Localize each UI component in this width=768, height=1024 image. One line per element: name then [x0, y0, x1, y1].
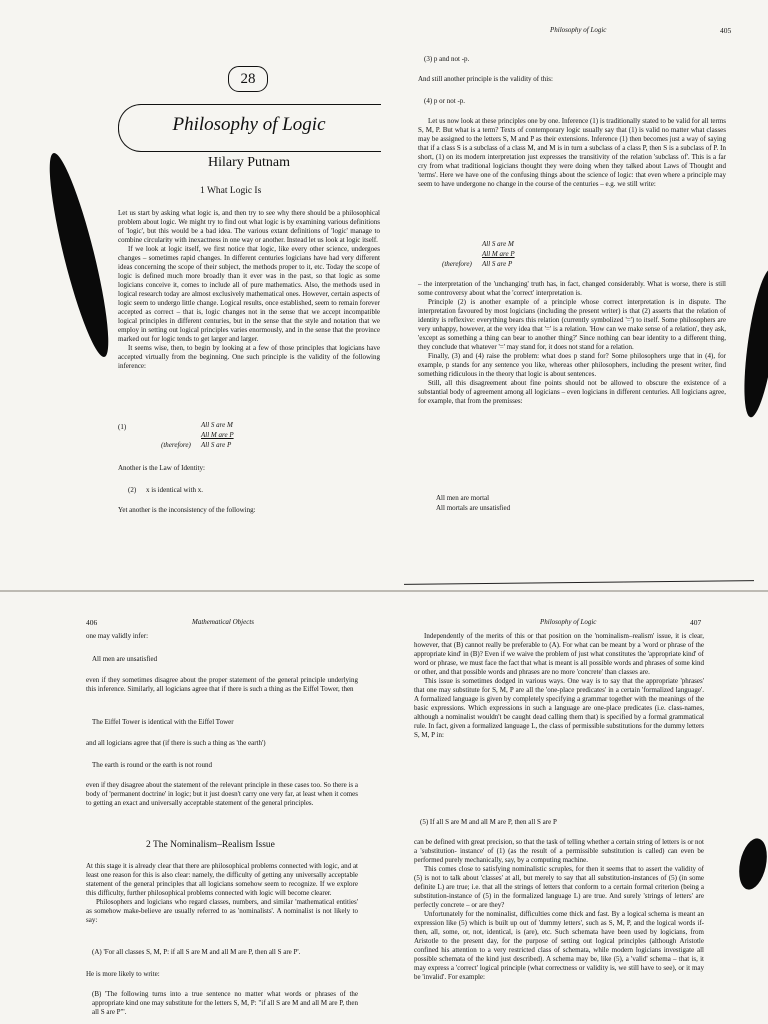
inference-1-line: All S are M [201, 421, 233, 429]
paragraph: Unfortunately for the nominalist, difficulties come thick and fast. By a logical schema is meant an expression like (5) which is built up out of 'dummy letters', such as S, M, P, and the logical words if-then, all, some, or, not, identical, is (are), etc. Such schemata have been used by logicians, from Aristotle to the present day, for the purpose of setting out logical principles (although Aristotle confined his attention to a very restricted class of schemata, while modern logicians investigate all possible schemata of the kind just described). A schema may be, like (5), a 'valid' schema – that is, it may express a 'correct' logical principle (what correctness or validity is, we still have to see), or it may be 'invalid'. For example: [414, 910, 704, 981]
principle-3: (3) p and not -p. [424, 55, 470, 63]
scan-shadow [39, 149, 119, 360]
section-body [86, 862, 358, 925]
scan-shadow [738, 267, 768, 419]
paragraph: This issue is sometimes dodged in various ways. One way is to say that the appropriate 'phrases' that one may substitute for S, M, P are all the 'one-place predicates' in a certain 'formalized language'. A formalized language is given by completely specifying a grammar together with the meanings of the basic expressions. Which expressions in such a language are one-place predicates (i.e. class-names, although a nominalist wouldn't be caught dead calling them that) is specified by a formal grammatical rule. In fact, given a formalized language L, the class of permissible substitutions for the dummy letters S, M, P in: [414, 677, 704, 739]
running-header: Philosophy of Logic [540, 618, 597, 626]
paragraph: It seems wise, then, to begin by looking at a few of those principles that logicians have accepted virtually from the beginning. One such principle is the validity of the following inference: [118, 344, 380, 370]
formulation-a: (A) 'For all classes S, M, P: if all S are M and all M are P, then all S are P'. [92, 948, 301, 956]
chapter-author: Hilary Putnam [207, 155, 291, 170]
page-body [118, 209, 380, 371]
formulation-b: (B) 'The following turns into a true sentence no matter what words or phrases of the appropriate kind one may substitute for the letters S, M, P: "if all S are M and all M are P, then all S are P"'. [92, 990, 358, 1016]
paragraph: This comes close to satisfying nominalistic scruples, for then it seems that to assert the validity of (5) is not to talk about 'classes' at all, but merely to say that all substitution-instances of (5) (in some definite L) are true; i.e. that all the strings of letters that conform to a certain formal criterion (being a substitution-instance of (5) in the formalized language L) are true. And surely 'strings of letters' are perfectly concrete – or are they? [414, 865, 704, 909]
inference-1-line: All S are P [201, 441, 232, 449]
paragraph: Let us start by asking what logic is, and then try to see why there should be a philosophical problem about logic. We might try to find out what logic is by examining various definitions of 'logic', but this would be a bad idea. The various extant definitions of 'logic' manage to combine circularity with inexactness in one way or another. Instead let us look at logic itself. [118, 209, 380, 244]
schema-5: (5) If all S are M and all M are P, then all S are P [420, 818, 557, 826]
paragraph: Independently of the merits of this or that position on the 'nominalism–realism' issue, it is clear, however, that (B) cannot really be preferable to (A). For what can be meant by a 'word or phrase of the appropriate kind' in (B)? Even if we waive the problem of just what constitutes the 'appropriate kind' of word or phrase, we must face the fact that what is meant is all possible words and phrases of some kind or other, and that possible words and phrases are no more 'concrete' than classes are. [414, 632, 704, 676]
example-sentence: The earth is round or the earth is not round [92, 761, 212, 769]
validity-intro: And still another principle is the validity of this: [418, 75, 553, 83]
inference-1-number: (1) [118, 423, 127, 431]
page-404 [0, 0, 384, 590]
page-406 [0, 592, 384, 1024]
example-sentence: All men are unsatisfied [92, 655, 158, 663]
inference-1-therefore: (therefore) [161, 441, 191, 449]
paragraph: Let us now look at these principles one by one. Inference (1) is traditionally stated to be valid for all terms S, M, P. But what is a term? Texts of contemporary logic usually say that (1) is valid no matter what classes may be assigned to the letters S, M and P as their extensions. Inference (1) then becomes just a way of saying that if a class S is a subclass of a class M, and M is in turn a subclass of a class P, then S is a subclass of P. In short, (1) on its modern interpretation just expresses the transitivity of the relation 'subclass of'. This is a far cry from what traditional logicians thought they were doing when they talked about Laws of Thought and 'terms'. Here we have one of the confusing things about the science of logic: that even where a principle may seem to have undergone no change in the course of the centuries – e.g. we still write: [418, 117, 726, 188]
scan-edge-line [404, 580, 754, 585]
page-number: 406 [86, 618, 98, 627]
syllogism-therefore: (therefore) [442, 260, 472, 268]
paragraph: At this stage it is already clear that there are philosophical problems connected with logic, and at least one reason for this is also clear: namely, the difficulty of getting any universally acceptable statement of the general principles that all logicians somehow seem to recognize. If we explore this difficulty, further philosophical problems connected with logic will become clearer. [86, 862, 358, 897]
example-sentence: The Eiffel Tower is identical with the Eiffel Tower [92, 718, 234, 726]
scan-shadow [735, 836, 768, 892]
paragraph: Still, all this disagreement about fine points should not be allowed to obscure the existence of a substantial body of agreement among all logicians – even logicians in different centuries. All logicians agree, for example, that from the premisses: [418, 379, 726, 405]
paragraph: If we look at logic itself, we first notice that logic, like every other science, undergoes changes – sometimes rapid changes. In different centuries logicians have had very different ideas concerning the scope of their subject, the methods proper to it, etc. Today the scope of logic is defined much more broadly than it ever was in the past, so that logic as some logicians conceive it, comes to include all of pure mathematics. Also, the methods used in logical research today are almost exclusively mathematical ones. However, certain aspects of logic seem to undergo little change. Logical results, once established, seem to remain forever accepted as correct – that is, logic changes not in the sense that we accept incompatible logical principles in different centuries, but in the sense that the style and notation that we employ in setting out logical principles varies enormously, and in the sense that the province marked out for logic tends to get larger and larger. [118, 245, 380, 343]
more-likely-intro: He is more likely to write: [86, 970, 160, 978]
page-body [414, 632, 704, 740]
page-body-continued [418, 280, 726, 406]
paragraph: can be defined with great precision, so that the task of telling whether a certain string of letters is or not a 'substitution- instance' of (1) (as the result of a permissible substitution is called) can even be performed purely mechanically, say, by a computing machine. [414, 838, 704, 864]
page-body-continued [86, 781, 358, 808]
inconsistency-intro: Yet another is the inconsistency of the following: [118, 506, 256, 514]
chapter-title: Philosophy of Logic [172, 114, 326, 135]
chapter-number: 28 [228, 66, 268, 92]
paragraph: Philosophers and logicians who regard classes, numbers, and similar 'mathematical entities' as somehow make-believe are usually referred to as 'nominalists'. A nominalist is not likely to say: [86, 898, 358, 924]
page-body-continued [414, 838, 704, 982]
inference-1-line: All M are P [201, 431, 234, 439]
infer-intro: one may validly infer: [86, 632, 149, 640]
principle-4: (4) p or not -p. [424, 97, 466, 105]
syllogism-line: All S are M [482, 240, 514, 248]
paragraph: – the interpretation of the 'unchanging' truth has, in fact, changed considerably. What is worse, there is still some controversy about what the 'correct' interpretation is. [418, 280, 726, 297]
page-405 [384, 0, 768, 590]
premise: All men are mortal [436, 494, 490, 502]
page-number: 405 [720, 26, 732, 35]
syllogism-line: All S are P [482, 260, 513, 268]
identity-law: x is identical with x. [146, 486, 203, 494]
running-header: Mathematical Objects [192, 618, 255, 626]
syllogism-line: All M are P [482, 250, 515, 258]
paragraph: Principle (2) is another example of a principle whose correct interpretation is in dispute. The interpretation favoured by most logicians (including the present writer) is that (2) asserts that the relation of identity is reflexive: everything bears this relation (currently symbolized '=') to itself. Some philosophers are very unhappy, however, at the very idea that '=' is a relation. 'How can we make sense of a relation', they ask, 'except as something a thing can bear to another thing?' Since nothing can bear identity to a different thing, they conclude that whatever '=' may stand for, it does not stand for a relation. [418, 298, 726, 351]
identity-number: (2) [128, 486, 137, 494]
page-body [418, 117, 726, 189]
page-407 [384, 592, 768, 1024]
paragraph: and all logicians agree that (if there is such a thing as 'the earth') [86, 739, 266, 747]
identity-intro: Another is the Law of Identity: [118, 464, 205, 472]
premise: All mortals are unsatisfied [436, 504, 511, 512]
paragraph: even if they sometimes disagree about the proper statement of the general principle underlying this inference. Similarly, all logicians agree that if there is such a thing as the Eiffel Tower, then [86, 676, 358, 693]
paragraph: even if they disagree about the statement of the relevant principle in these cases too. So there is a body of 'permanent doctrine' in logic; but it just doesn't carry one very far, at least when it comes to getting an exact and universally acceptable statement of the general principles. [86, 781, 358, 807]
running-header: Philosophy of Logic [550, 26, 607, 34]
paragraph: Finally, (3) and (4) raise the problem: what does p stand for? Some philosophers urge that in (4), for example, p stands for any sentence you like, whereas other philosophers, including the present writer, find something ridiculous in the theory that logic is about sentences. [418, 352, 726, 378]
section-heading: 1 What Logic Is [200, 186, 262, 196]
page-body [86, 676, 358, 694]
section-heading: 2 The Nominalism–Realism Issue [146, 840, 275, 850]
page-number: 407 [690, 618, 702, 627]
